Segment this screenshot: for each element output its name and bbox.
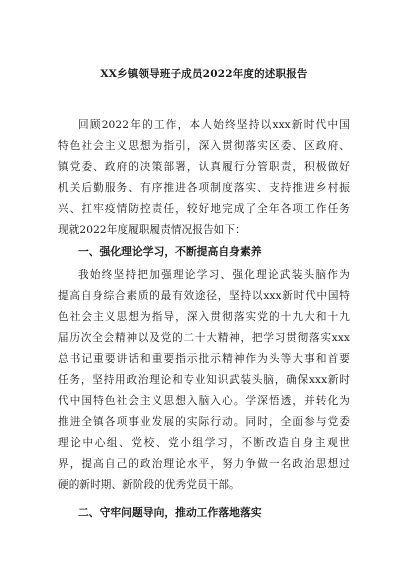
intro-line: 现就2022年度履职履责情况报告如下：	[58, 224, 246, 236]
document-title: XX乡镇领导班子成员2022年度的述职报告	[100, 68, 308, 80]
section1-line: 色社会主义思想为指导，深入贯彻落实党的十九大和十九	[58, 311, 350, 323]
intro-line: 机关后勤服务、有序推进各项制度落实、支持推进乡村振	[58, 182, 350, 194]
section1-line: 我始终坚持把加强理论学习、强化理论武装头脑作为	[78, 269, 350, 281]
section1-line: 届历次全会精神以及党的二十大精神，把学习贯彻落实xxx	[58, 332, 350, 344]
section1-line: 任务，坚持用政治理论和专业知识武装头脑，确保xxx新时	[58, 374, 350, 386]
intro-line: 回顾2022年的工作，本人始终坚持以xxx新时代中国	[78, 119, 350, 131]
intro-line: 镇党委、政府的决策部署，认真履行分管职责，积极做好	[58, 161, 350, 173]
section1-line: 硬的新时期、新阶段的优秀党员干部。	[58, 479, 240, 491]
section-heading-1: 一、强化理论学习，不断提高自身素养	[78, 245, 262, 258]
section1-line: 推进全镇各项事业发展的实际行动。同时，全面参与党委	[58, 416, 350, 428]
section1-line: 总书记重要讲话和重要指示批示精神作为头等大事和首要	[58, 353, 350, 365]
section1-line: 理论中心组、党校、党小组学习，不断改造自身主观世	[58, 437, 350, 449]
intro-line: 兴、扛牢疫情防控责任，较好地完成了全年各项工作任务	[58, 203, 350, 215]
section1-line: 代中国特色社会主义思想入脑入心。学深悟透，并转化为	[58, 395, 350, 407]
section-heading-2: 二、守牢问题导向，推动工作落地落实	[78, 506, 262, 519]
intro-line: 特色社会主义思想为指引，深入贯彻落实区委、区政府、	[58, 140, 350, 152]
section1-line: 提高自身综合素质的最有效途径，坚持以xxx新时代中国特	[58, 290, 350, 302]
section1-line: 界，提高自己的政治理论水平，努力争做一名政治思想过	[58, 458, 350, 470]
